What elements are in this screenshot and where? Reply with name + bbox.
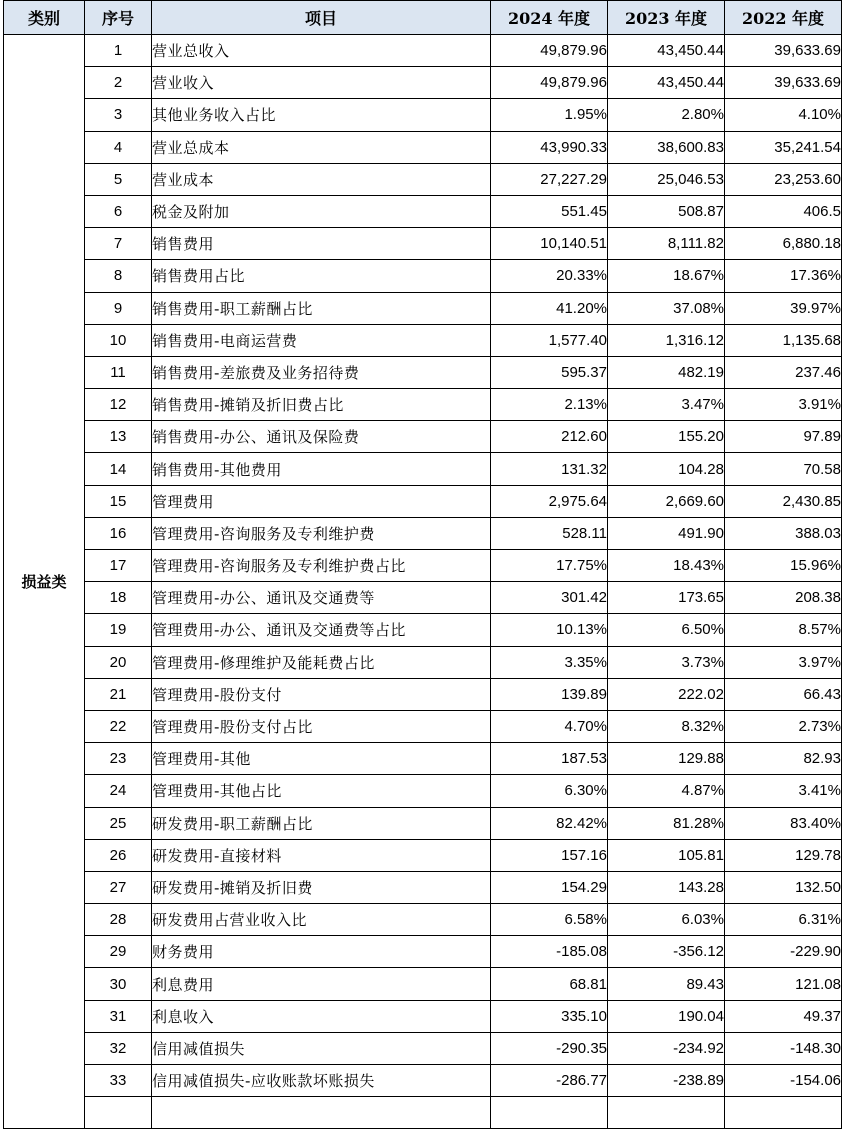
table-row bbox=[4, 356, 842, 388]
value-2024: 301.42 bbox=[491, 582, 608, 614]
table-row bbox=[4, 228, 842, 260]
category-cell: 损益类 bbox=[4, 35, 85, 1129]
value-2022: 2.73% bbox=[725, 710, 842, 742]
row-item: 管理费用-其他 bbox=[152, 743, 491, 775]
table-row bbox=[4, 710, 842, 742]
value-2023: 222.02 bbox=[608, 678, 725, 710]
row-number: 7 bbox=[85, 228, 152, 260]
table-row bbox=[4, 614, 842, 646]
empty-cell bbox=[608, 1097, 725, 1129]
row-item: 信用减值损失 bbox=[152, 1032, 491, 1064]
value-2024: 187.53 bbox=[491, 743, 608, 775]
value-2024: 1,577.40 bbox=[491, 324, 608, 356]
row-number: 27 bbox=[85, 871, 152, 903]
value-2023: 104.28 bbox=[608, 453, 725, 485]
table-row bbox=[4, 678, 842, 710]
value-2023: 6.03% bbox=[608, 904, 725, 936]
value-2023: 81.28% bbox=[608, 807, 725, 839]
table-row bbox=[4, 389, 842, 421]
value-2023: 1,316.12 bbox=[608, 324, 725, 356]
row-item: 财务费用 bbox=[152, 936, 491, 968]
row-item: 管理费用-修理维护及能耗费占比 bbox=[152, 646, 491, 678]
value-2022: 17.36% bbox=[725, 260, 842, 292]
value-2022: 3.41% bbox=[725, 775, 842, 807]
row-number: 32 bbox=[85, 1032, 152, 1064]
row-number: 4 bbox=[85, 131, 152, 163]
value-2022: 208.38 bbox=[725, 582, 842, 614]
row-item: 管理费用 bbox=[152, 485, 491, 517]
row-item: 销售费用 bbox=[152, 228, 491, 260]
row-item: 研发费用占营业收入比 bbox=[152, 904, 491, 936]
value-2022: 97.89 bbox=[725, 421, 842, 453]
table-row bbox=[4, 260, 842, 292]
row-number: 31 bbox=[85, 1000, 152, 1032]
value-2024: 335.10 bbox=[491, 1000, 608, 1032]
row-number: 28 bbox=[85, 904, 152, 936]
value-2023: 38,600.83 bbox=[608, 131, 725, 163]
row-item: 管理费用-股份支付占比 bbox=[152, 710, 491, 742]
value-2022: 35,241.54 bbox=[725, 131, 842, 163]
value-2022: 237.46 bbox=[725, 356, 842, 388]
value-2024: 154.29 bbox=[491, 871, 608, 903]
value-2024: 17.75% bbox=[491, 550, 608, 582]
row-item: 其他业务收入占比 bbox=[152, 99, 491, 131]
row-item: 销售费用-电商运营费 bbox=[152, 324, 491, 356]
value-2022: -229.90 bbox=[725, 936, 842, 968]
row-number: 10 bbox=[85, 324, 152, 356]
row-number: 14 bbox=[85, 453, 152, 485]
row-item: 销售费用-摊销及折旧费占比 bbox=[152, 389, 491, 421]
value-2023: 43,450.44 bbox=[608, 35, 725, 67]
value-2023: 190.04 bbox=[608, 1000, 725, 1032]
value-2024: 2.13% bbox=[491, 389, 608, 421]
value-2023: 89.43 bbox=[608, 968, 725, 1000]
value-2024: 43,990.33 bbox=[491, 131, 608, 163]
header-no: 序号 bbox=[85, 1, 152, 35]
value-2023: 3.73% bbox=[608, 646, 725, 678]
value-2023: 8,111.82 bbox=[608, 228, 725, 260]
header-item: 项目 bbox=[152, 1, 491, 35]
table-row bbox=[4, 421, 842, 453]
row-number: 16 bbox=[85, 517, 152, 549]
row-item: 销售费用-其他费用 bbox=[152, 453, 491, 485]
empty-cell bbox=[491, 1097, 608, 1129]
row-number: 17 bbox=[85, 550, 152, 582]
row-number: 12 bbox=[85, 389, 152, 421]
table-row bbox=[4, 324, 842, 356]
row-number: 1 bbox=[85, 35, 152, 67]
value-2024: 131.32 bbox=[491, 453, 608, 485]
value-2024: 595.37 bbox=[491, 356, 608, 388]
value-2023: -238.89 bbox=[608, 1065, 725, 1097]
table-row bbox=[4, 936, 842, 968]
row-item: 管理费用-咨询服务及专利维护费占比 bbox=[152, 550, 491, 582]
table-row bbox=[4, 646, 842, 678]
value-2024: 4.70% bbox=[491, 710, 608, 742]
row-number: 26 bbox=[85, 839, 152, 871]
value-2024: 68.81 bbox=[491, 968, 608, 1000]
value-2023: 8.32% bbox=[608, 710, 725, 742]
row-item: 税金及附加 bbox=[152, 195, 491, 227]
value-2024: -290.35 bbox=[491, 1032, 608, 1064]
row-number: 25 bbox=[85, 807, 152, 839]
value-2024: -286.77 bbox=[491, 1065, 608, 1097]
value-2024: 551.45 bbox=[491, 195, 608, 227]
value-2023: 18.43% bbox=[608, 550, 725, 582]
row-number: 23 bbox=[85, 743, 152, 775]
row-number: 30 bbox=[85, 968, 152, 1000]
table-row bbox=[4, 292, 842, 324]
row-number: 19 bbox=[85, 614, 152, 646]
value-2022: 49.37 bbox=[725, 1000, 842, 1032]
table-row bbox=[4, 807, 842, 839]
value-2023: 482.19 bbox=[608, 356, 725, 388]
table-row bbox=[4, 67, 842, 99]
row-item: 销售费用-差旅费及业务招待费 bbox=[152, 356, 491, 388]
row-item: 销售费用-办公、通讯及保险费 bbox=[152, 421, 491, 453]
row-item: 管理费用-咨询服务及专利维护费 bbox=[152, 517, 491, 549]
row-number: 3 bbox=[85, 99, 152, 131]
table-row-partial bbox=[4, 1097, 842, 1129]
value-2023: 43,450.44 bbox=[608, 67, 725, 99]
value-2024: 1.95% bbox=[491, 99, 608, 131]
value-2023: 18.67% bbox=[608, 260, 725, 292]
row-item: 研发费用-直接材料 bbox=[152, 839, 491, 871]
value-2022: 6,880.18 bbox=[725, 228, 842, 260]
row-item: 研发费用-职工薪酬占比 bbox=[152, 807, 491, 839]
value-2022: -148.30 bbox=[725, 1032, 842, 1064]
table-row bbox=[4, 131, 842, 163]
row-item: 管理费用-其他占比 bbox=[152, 775, 491, 807]
row-item: 营业总收入 bbox=[152, 35, 491, 67]
value-2024: 49,879.96 bbox=[491, 67, 608, 99]
row-item: 管理费用-办公、通讯及交通费等 bbox=[152, 582, 491, 614]
row-number: 2 bbox=[85, 67, 152, 99]
value-2024: 212.60 bbox=[491, 421, 608, 453]
table-row bbox=[4, 775, 842, 807]
value-2022: 39,633.69 bbox=[725, 67, 842, 99]
value-2023: 143.28 bbox=[608, 871, 725, 903]
value-2022: 4.10% bbox=[725, 99, 842, 131]
table-row bbox=[4, 1000, 842, 1032]
value-2024: 20.33% bbox=[491, 260, 608, 292]
value-2024: 2,975.64 bbox=[491, 485, 608, 517]
value-2023: 508.87 bbox=[608, 195, 725, 227]
value-2022: 82.93 bbox=[725, 743, 842, 775]
value-2024: 157.16 bbox=[491, 839, 608, 871]
value-2022: 70.58 bbox=[725, 453, 842, 485]
row-number: 18 bbox=[85, 582, 152, 614]
value-2023: 155.20 bbox=[608, 421, 725, 453]
value-2024: 6.30% bbox=[491, 775, 608, 807]
value-2023: 4.87% bbox=[608, 775, 725, 807]
header-row bbox=[4, 1, 842, 35]
table-row bbox=[4, 968, 842, 1000]
value-2024: 10,140.51 bbox=[491, 228, 608, 260]
row-number: 6 bbox=[85, 195, 152, 227]
row-number: 11 bbox=[85, 356, 152, 388]
table-row bbox=[4, 550, 842, 582]
value-2024: 49,879.96 bbox=[491, 35, 608, 67]
row-item: 营业总成本 bbox=[152, 131, 491, 163]
table-row bbox=[4, 743, 842, 775]
value-2023: 105.81 bbox=[608, 839, 725, 871]
table-row bbox=[4, 453, 842, 485]
table-row bbox=[4, 163, 842, 195]
value-2022: 132.50 bbox=[725, 871, 842, 903]
value-2022: 121.08 bbox=[725, 968, 842, 1000]
row-item: 营业成本 bbox=[152, 163, 491, 195]
header-2024: 2024 年度 bbox=[491, 1, 608, 35]
value-2022: 2,430.85 bbox=[725, 485, 842, 517]
row-number: 5 bbox=[85, 163, 152, 195]
value-2023: -356.12 bbox=[608, 936, 725, 968]
value-2023: 491.90 bbox=[608, 517, 725, 549]
empty-cell bbox=[152, 1097, 491, 1129]
value-2023: 129.88 bbox=[608, 743, 725, 775]
value-2023: 2.80% bbox=[608, 99, 725, 131]
row-number: 13 bbox=[85, 421, 152, 453]
value-2022: 39.97% bbox=[725, 292, 842, 324]
row-item: 销售费用-职工薪酬占比 bbox=[152, 292, 491, 324]
value-2024: 3.35% bbox=[491, 646, 608, 678]
header-category: 类别 bbox=[4, 1, 85, 35]
table-row bbox=[4, 1065, 842, 1097]
row-number: 24 bbox=[85, 775, 152, 807]
row-item: 营业收入 bbox=[152, 67, 491, 99]
value-2023: 3.47% bbox=[608, 389, 725, 421]
table-row bbox=[4, 839, 842, 871]
financial-table bbox=[3, 0, 842, 1129]
row-item: 利息收入 bbox=[152, 1000, 491, 1032]
value-2022: 83.40% bbox=[725, 807, 842, 839]
table-row bbox=[4, 1032, 842, 1064]
header-2022: 2022 年度 bbox=[725, 1, 842, 35]
table-row bbox=[4, 99, 842, 131]
table-row bbox=[4, 871, 842, 903]
row-number: 29 bbox=[85, 936, 152, 968]
row-number: 9 bbox=[85, 292, 152, 324]
value-2022: 129.78 bbox=[725, 839, 842, 871]
row-item: 管理费用-股份支付 bbox=[152, 678, 491, 710]
value-2024: 10.13% bbox=[491, 614, 608, 646]
table-row bbox=[4, 517, 842, 549]
empty-cell bbox=[85, 1097, 152, 1129]
value-2022: 8.57% bbox=[725, 614, 842, 646]
table-row bbox=[4, 485, 842, 517]
row-item: 管理费用-办公、通讯及交通费等占比 bbox=[152, 614, 491, 646]
value-2022: 3.91% bbox=[725, 389, 842, 421]
row-item: 销售费用占比 bbox=[152, 260, 491, 292]
value-2022: 1,135.68 bbox=[725, 324, 842, 356]
value-2023: 6.50% bbox=[608, 614, 725, 646]
table-row bbox=[4, 35, 842, 67]
row-item: 信用减值损失-应收账款坏账损失 bbox=[152, 1065, 491, 1097]
table-row bbox=[4, 904, 842, 936]
value-2022: 388.03 bbox=[725, 517, 842, 549]
row-number: 20 bbox=[85, 646, 152, 678]
value-2022: -154.06 bbox=[725, 1065, 842, 1097]
header-2023: 2023 年度 bbox=[608, 1, 725, 35]
row-number: 15 bbox=[85, 485, 152, 517]
row-number: 33 bbox=[85, 1065, 152, 1097]
row-number: 21 bbox=[85, 678, 152, 710]
value-2024: 139.89 bbox=[491, 678, 608, 710]
value-2023: 173.65 bbox=[608, 582, 725, 614]
value-2022: 39,633.69 bbox=[725, 35, 842, 67]
value-2024: 27,227.29 bbox=[491, 163, 608, 195]
value-2024: -185.08 bbox=[491, 936, 608, 968]
empty-cell bbox=[725, 1097, 842, 1129]
row-number: 8 bbox=[85, 260, 152, 292]
value-2024: 41.20% bbox=[491, 292, 608, 324]
row-item: 利息费用 bbox=[152, 968, 491, 1000]
row-number: 22 bbox=[85, 710, 152, 742]
table-row bbox=[4, 195, 842, 227]
value-2023: 2,669.60 bbox=[608, 485, 725, 517]
value-2024: 528.11 bbox=[491, 517, 608, 549]
value-2023: 25,046.53 bbox=[608, 163, 725, 195]
row-item: 研发费用-摊销及折旧费 bbox=[152, 871, 491, 903]
value-2024: 6.58% bbox=[491, 904, 608, 936]
value-2023: -234.92 bbox=[608, 1032, 725, 1064]
value-2022: 406.5 bbox=[725, 195, 842, 227]
value-2022: 15.96% bbox=[725, 550, 842, 582]
value-2022: 6.31% bbox=[725, 904, 842, 936]
value-2023: 37.08% bbox=[608, 292, 725, 324]
table-body bbox=[4, 35, 842, 1129]
value-2022: 3.97% bbox=[725, 646, 842, 678]
table-row bbox=[4, 582, 842, 614]
value-2022: 23,253.60 bbox=[725, 163, 842, 195]
value-2022: 66.43 bbox=[725, 678, 842, 710]
table-header bbox=[4, 1, 842, 35]
value-2024: 82.42% bbox=[491, 807, 608, 839]
